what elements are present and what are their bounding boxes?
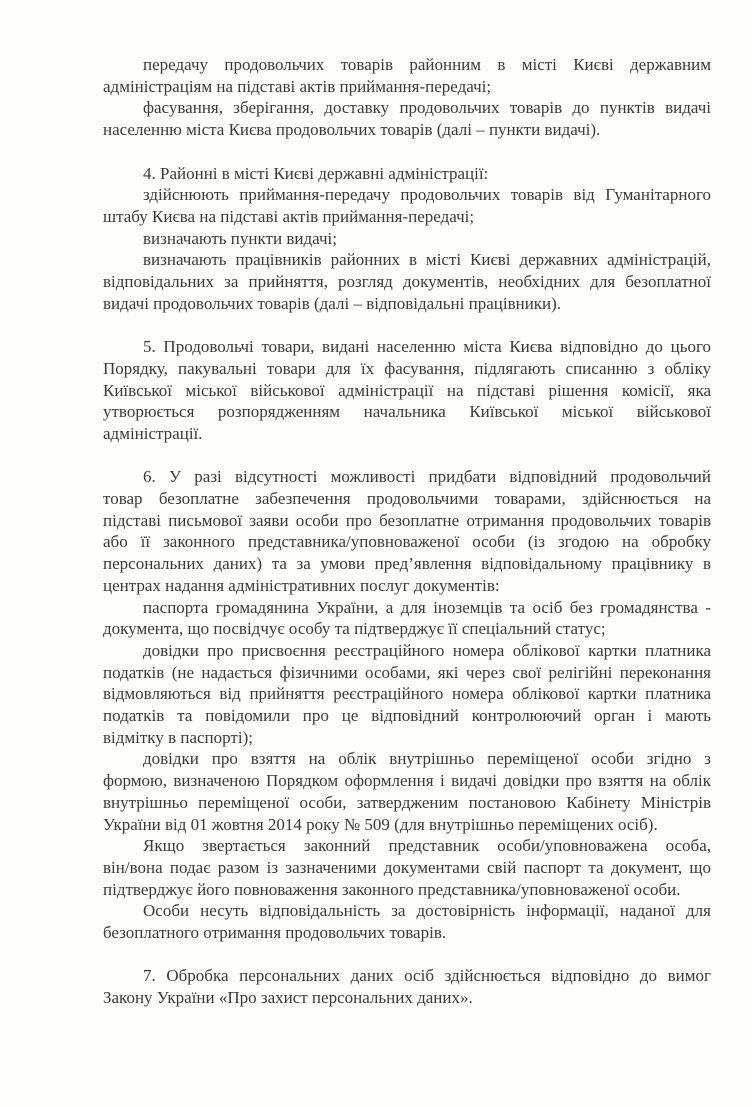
text-line: утворюється розпорядженням начальника Київської міської військової <box>103 402 711 422</box>
paragraph <box>103 900 711 943</box>
text-line: 7. Обробка персональних даних осіб здійснюється відповідно до вимог <box>143 966 711 986</box>
text-line: здійснюють приймання-передачу продовольчих товарів від Гуманітарного <box>143 185 711 205</box>
paragraph <box>103 228 711 250</box>
text-line: довідки про взяття на облік внутрішньо переміщеної особи згідно з <box>143 749 711 769</box>
text-line: населенню міста Києва продовольчих товарів (далі – пункти видачі). <box>103 120 601 140</box>
text-line: штабу Києва на підставі актів приймання-передачі; <box>103 206 475 226</box>
paragraph <box>103 249 711 314</box>
text-line: адміністраціям на підставі актів приймання-передачі; <box>103 76 492 96</box>
text-line: Київської міської військової адміністрації на підставі рішення комісії, яка <box>103 380 711 400</box>
text-line: центрах надання адміністративних послуг документів: <box>103 575 500 595</box>
text-line: Закону України «Про захист персональних даних». <box>103 988 473 1008</box>
text-line: відповідальних за прийняття, розгляд документів, необхідних для безоплатної <box>103 272 711 292</box>
text-line: передачу продовольчих товарів районним в місті Києві державним <box>143 55 711 74</box>
paragraph <box>103 184 711 227</box>
text-line: Порядку, пакувальні товари для їх фасування, підлягають списанню з обліку <box>103 358 711 378</box>
text-line: 4. Районні в місті Києві державні адміністрації: <box>143 163 489 183</box>
text-line: податків та повідомили про це відповідний контролюючий орган і мають <box>103 706 711 726</box>
paragraph <box>103 597 711 640</box>
text-line: підставі письмової заяви особи про безоплатне отримання продовольчих товарів <box>103 510 711 530</box>
document-section <box>103 336 711 445</box>
text-line: видачі продовольчих товарів (далі – відповідальні працівники). <box>103 293 562 313</box>
text-line: фасування, зберігання, доставку продовольчих товарів до пунктів видачі <box>143 98 711 118</box>
text-line: адміністрації. <box>103 423 203 443</box>
paragraph <box>103 640 711 749</box>
section-gap <box>103 445 711 467</box>
paragraph <box>103 163 711 185</box>
section-gap <box>103 944 711 966</box>
text-line: документа, що посвідчує особу та підтверджує її спеціальний статус; <box>103 619 606 639</box>
document-section <box>103 965 711 1008</box>
document-section <box>103 466 711 943</box>
paragraph <box>103 965 711 1008</box>
text-line: 5. Продовольчі товари, видані населенню міста Києва відповідно до цього <box>143 337 711 357</box>
document-page <box>103 54 711 1009</box>
text-line: визначають працівників районних в місті Києві державних адміністрацій, <box>143 250 711 270</box>
paragraph <box>103 466 711 596</box>
text-line: паспорта громадянина України, а для іноземців та осіб без громадянства - <box>143 597 711 617</box>
text-line: або її законного представника/уповноваженої особи (із згодою на обробку <box>103 532 711 552</box>
paragraph <box>103 54 711 97</box>
text-line: він/вона подає разом із зазначеними документами свій паспорт та документ, що <box>103 857 711 877</box>
paragraph <box>103 336 711 445</box>
text-line: формою, визначеною Порядком оформлення і видачі довідки про взяття на облік <box>103 771 711 791</box>
text-line: відмовляються від прийняття реєстраційного номера облікової картки платника <box>103 684 711 704</box>
text-line: України від 01 жовтня 2014 року № 509 (для внутрішньо переміщених осіб). <box>103 814 658 834</box>
document-section <box>103 54 711 141</box>
text-line: безоплатного отримання продовольчих товарів. <box>103 923 447 943</box>
section-gap <box>103 141 711 163</box>
text-line: Якщо звертається законний представник особи/уповноважена особа, <box>143 836 711 856</box>
text-line: персональних даних) та за умови пред’явлення відповідальному працівнику в <box>103 554 711 574</box>
text-line: відмітку в паспорті); <box>103 727 253 747</box>
text-line: визначають пункти видачі; <box>143 228 337 248</box>
paragraph <box>103 835 711 900</box>
paragraph <box>103 97 711 140</box>
text-line: внутрішньо переміщеної особи, затвердженим постановою Кабінету Міністрів <box>103 792 711 812</box>
text-line: довідки про присвоєння реєстраційного номера облікової картки платника <box>143 640 711 660</box>
paragraph <box>103 748 711 835</box>
text-line: товар безоплатне забезпечення продовольчими товарами, здійснюється на <box>103 489 711 509</box>
text-line: 6. У разі відсутності можливості придбати відповідний продовольчий <box>143 467 711 487</box>
text-line: підтверджує його повноваження законного представника/уповноваженої особи. <box>103 879 681 899</box>
document-section <box>103 163 711 315</box>
text-line: Особи несуть відповідальність за достовірність інформації, наданої для <box>143 901 711 921</box>
section-gap <box>103 314 711 336</box>
text-line: податків (не надається фізичними особами, які через свої релігійні переконання <box>103 662 711 682</box>
